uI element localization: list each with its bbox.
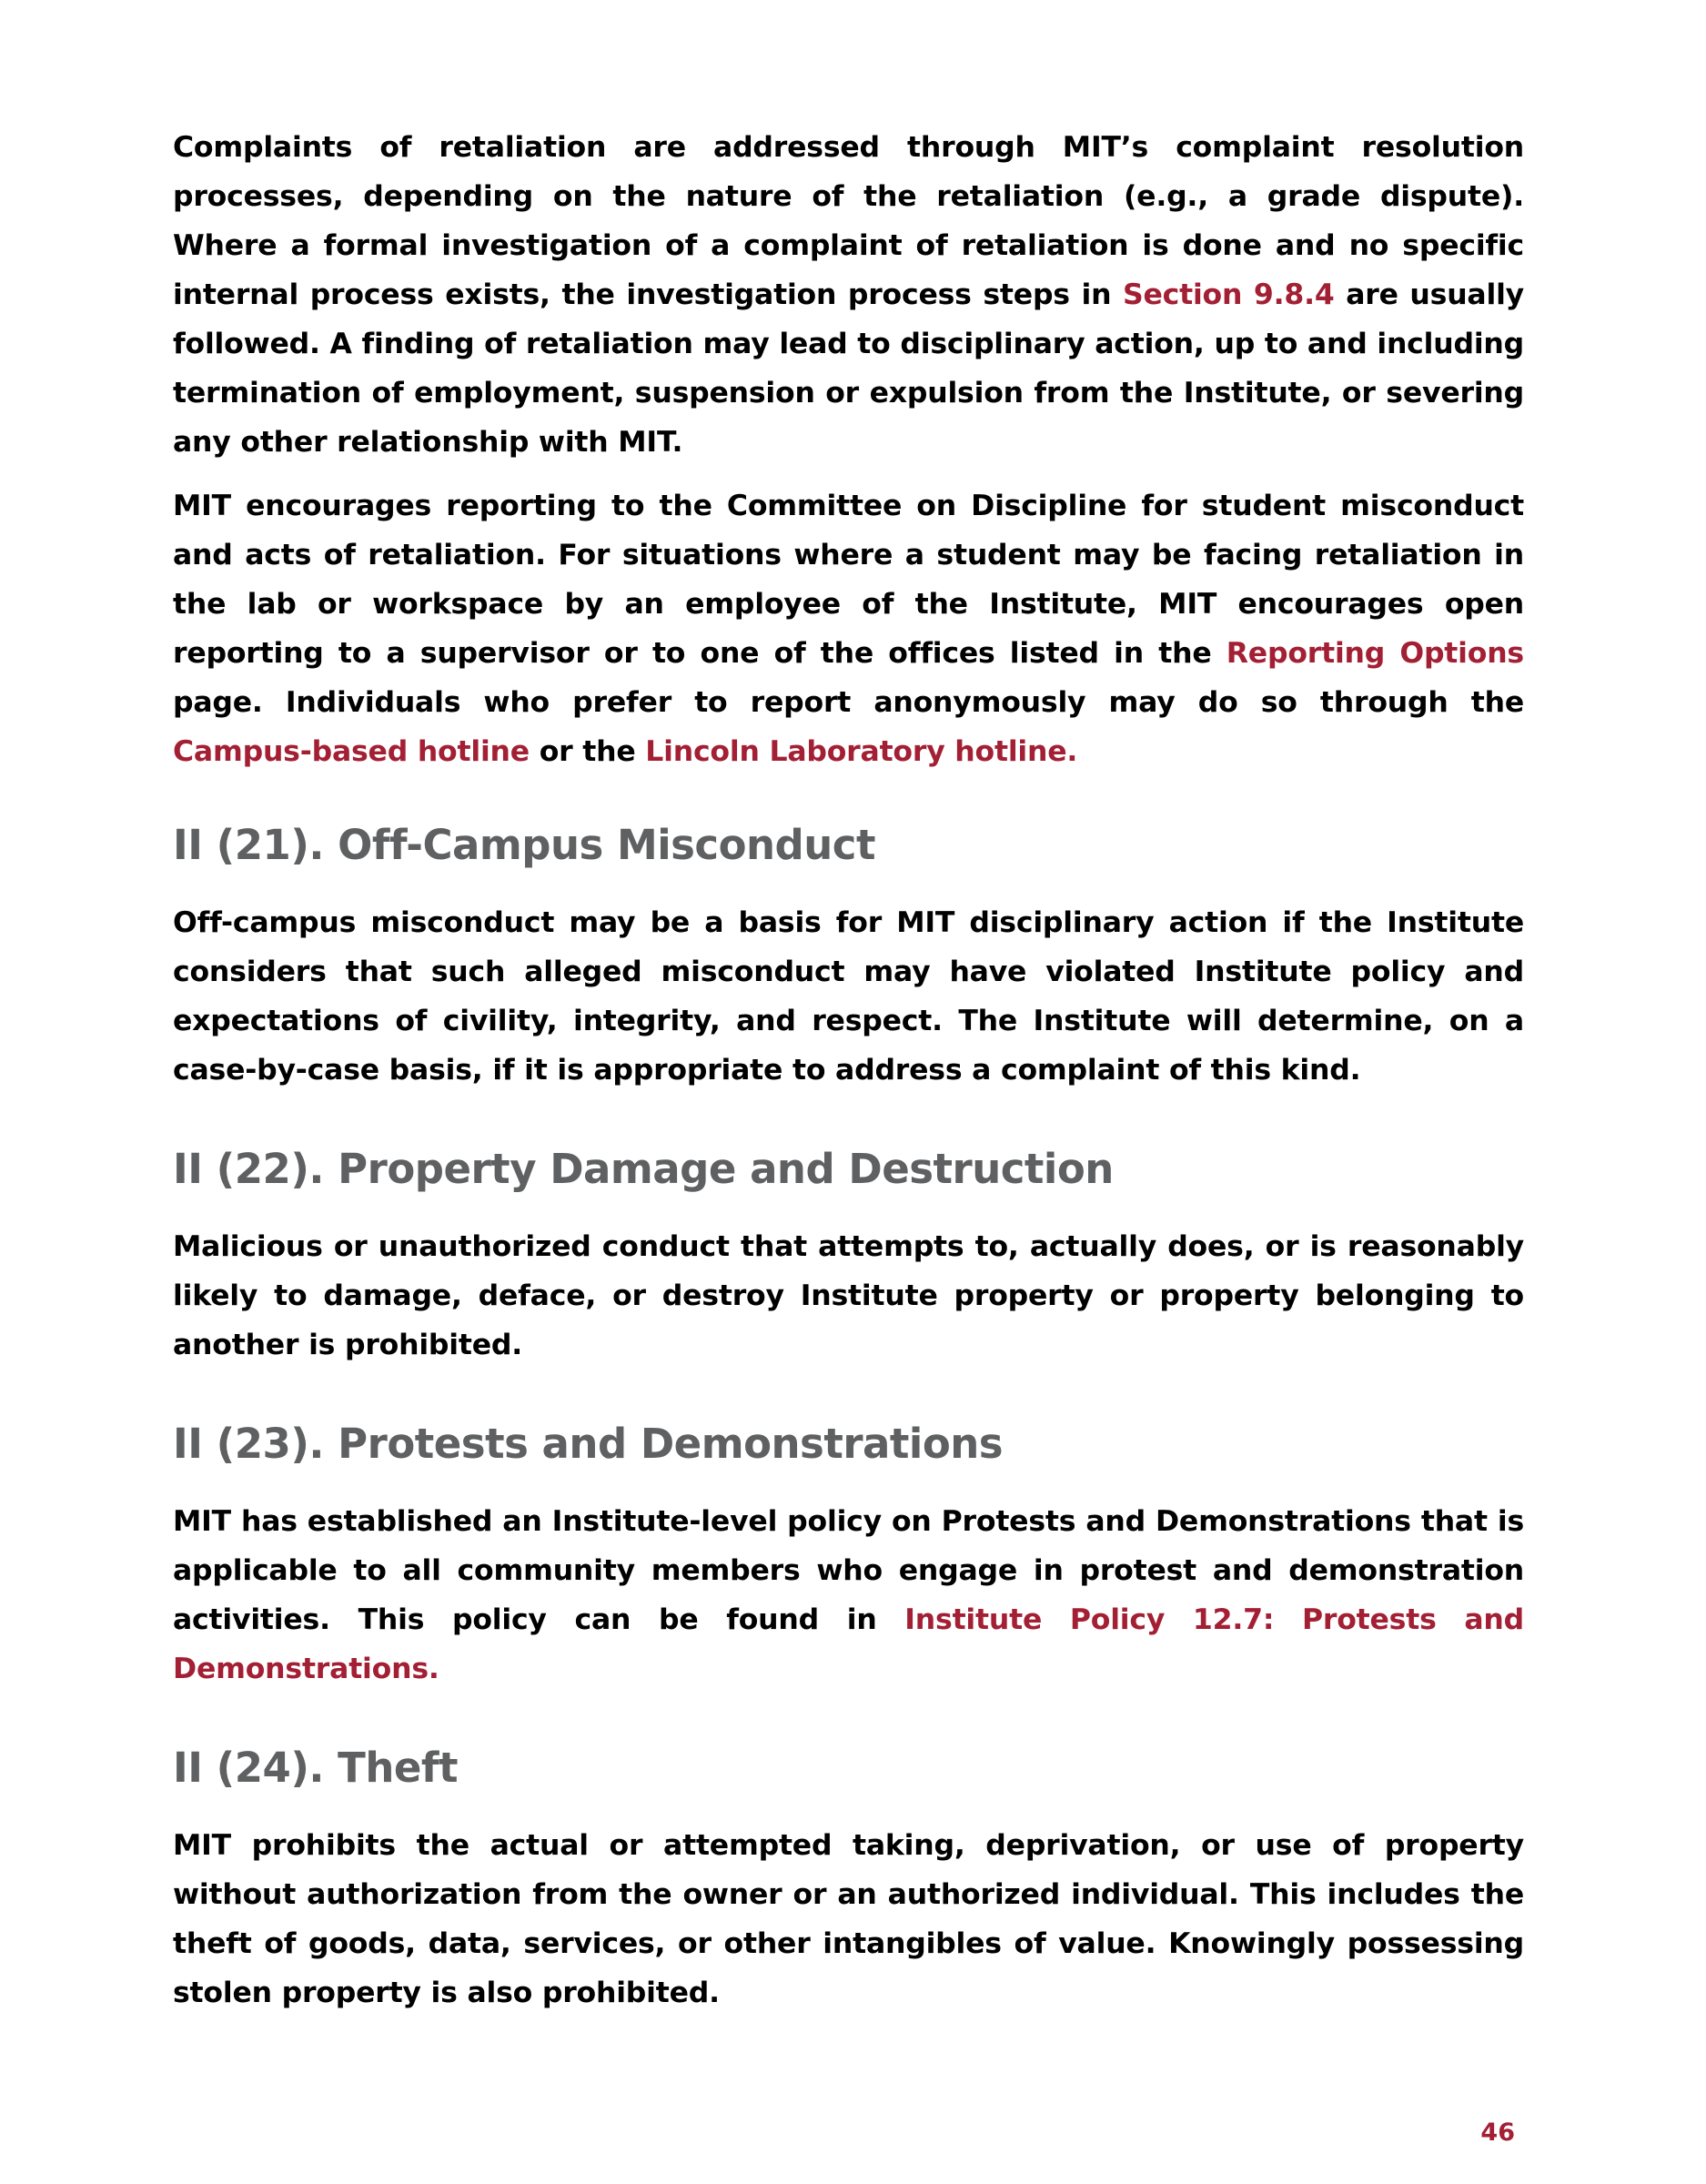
paragraph-spacer [173, 467, 1524, 481]
section-9-8-4-link[interactable]: Section 9.8.4 [1122, 278, 1335, 311]
property-damage-body: Malicious or unauthorized conduct that attempts to, actually does, or is reasonably likely to damage, deface, or destroy Institute property or property belonging to another is prohibited. [173, 1230, 1524, 1361]
reporting-paragraph [173, 481, 1524, 776]
paragraph-text: or the [529, 735, 646, 768]
lincoln-laboratory-hotline-link[interactable]: Lincoln Laboratory hotline. [645, 735, 1078, 768]
page-number: 46 [1480, 2118, 1515, 2147]
paragraph-text: are usually followed. A finding of retaliation may lead to disciplinary action, up to and including termination of employment, suspension or expulsion from the Institute, or severing any other relationship with MIT. [173, 278, 1524, 459]
protests-demonstrations-body [173, 1497, 1524, 1694]
reporting-options-link[interactable]: Reporting Options [1226, 637, 1524, 670]
property-damage-heading: II (22). Property Damage and Destruction [173, 1145, 1114, 1193]
off-campus-misconduct-body: Off-campus misconduct may be a basis for MIT disciplinary action if the Institute considers that such alleged misconduct may have violated Institute policy and expectations of civility, integrity, and respect. The Institute will determine, on a case-by-case basis, if it is appropriate to address a complaint of this kind. [173, 906, 1524, 1087]
paragraph-text: MIT has established an Institute-level policy on Protests and Demonstrations that is applicable to all community members who engage in protest and demonstration activities. This policy can be found in [173, 1505, 1524, 1636]
institute-policy-12-7-link[interactable]: Institute Policy 12.7: Protests and Demonstrations. [173, 1603, 1524, 1685]
retaliation-complaints-paragraph [173, 123, 1524, 467]
campus-hotline-link[interactable]: Campus-based hotline [173, 735, 530, 768]
page-content [173, 123, 1524, 2017]
paragraph-text: MIT encourages reporting to the Committee on Discipline for student misconduct and acts of retaliation. For situations where a student may be facing retaliation in the lab or workspace by an employee of the Institute, MIT encourages open reporting to a supervisor or to one of the offices listed in the [173, 490, 1524, 670]
protests-demonstrations-heading: II (23). Protests and Demonstrations [173, 1420, 1004, 1468]
off-campus-misconduct-heading: II (21). Off-Campus Misconduct [173, 821, 875, 869]
theft-heading: II (24). Theft [173, 1744, 459, 1792]
paragraph-text: Complaints of retaliation are addressed through MIT’s complaint resolution processes, depending on the nature of the retaliation (e.g., a grade dispute). Where a formal investigation of a complaint of retaliation is done and no specific internal process exists, the investigation process steps in [173, 131, 1524, 311]
paragraph-text: page. Individuals who prefer to report anonymously may do so through the [173, 686, 1524, 719]
theft-body: MIT prohibits the actual or attempted taking, deprivation, or use of property without authorization from the owner or an authorized individual. This includes the theft of goods, data, services, or other intangibles of value. Knowingly possessing stolen property is also prohibited. [173, 1829, 1524, 2009]
